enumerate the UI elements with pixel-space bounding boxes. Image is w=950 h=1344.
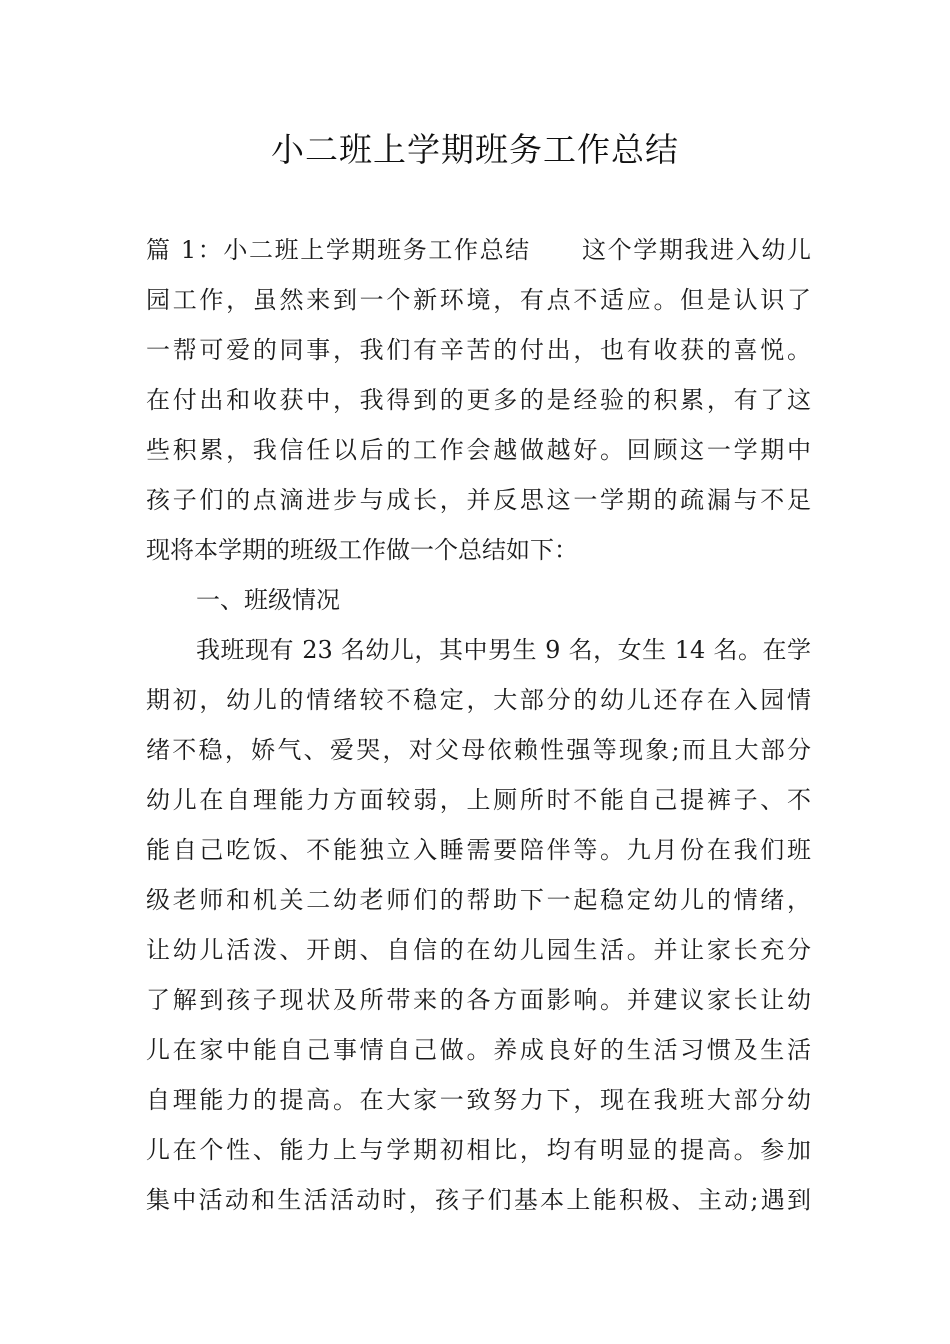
- document-body: [146, 225, 811, 1225]
- paragraph-line: 在付出和收获中，我得到的更多的是经验的积累，有了这: [146, 386, 811, 414]
- paragraph-line: 些积累，我信任以后的工作会越做越好。回顾这一学期中: [146, 436, 811, 464]
- paragraph-line: 孩子们的点滴进步与成长，并反思这一学期的疏漏与不足: [146, 486, 811, 514]
- paragraph-line: 级老师和机关二幼老师们的帮助下一起稳定幼儿的情绪，: [146, 886, 811, 914]
- paragraph-line: 集中活动和生活活动时，孩子们基本上能积极、主动;遇到: [146, 1186, 811, 1214]
- paragraph-line: 一、班级情况: [196, 586, 340, 614]
- paragraph-line: 了解到孩子现状及所带来的各方面影响。并建议家长让幼: [146, 986, 811, 1014]
- paragraph-line: 期初，幼儿的情绪较不稳定，大部分的幼儿还存在入园情: [146, 686, 811, 714]
- paragraph-line: 让幼儿活泼、开朗、自信的在幼儿园生活。并让家长充分: [146, 936, 811, 964]
- paragraph-line: 自理能力的提高。在大家一致努力下，现在我班大部分幼: [146, 1086, 811, 1114]
- paragraph-line: 儿在家中能自己事情自己做。养成良好的生活习惯及生活: [146, 1036, 811, 1064]
- paragraph-line: 篇 1：小二班上学期班务工作总结 这个学期我进入幼儿: [146, 236, 811, 264]
- paragraph-line: 园工作，虽然来到一个新环境，有点不适应。但是认识了: [146, 286, 811, 314]
- paragraph-line: 能自己吃饭、不能独立入睡需要陪伴等。九月份在我们班: [146, 836, 811, 864]
- paragraph-line: 我班现有 23 名幼儿，其中男生 9 名，女生 14 名。在学: [196, 636, 811, 664]
- document-title: 小二班上学期班务工作总结: [271, 130, 679, 169]
- paragraph-line: 幼儿在自理能力方面较弱，上厕所时不能自己提裤子、不: [146, 786, 811, 814]
- paragraph-line: 一帮可爱的同事，我们有辛苦的付出，也有收获的喜悦。: [146, 336, 811, 364]
- paragraph-line: 绪不稳，娇气、爱哭，对父母依赖性强等现象;而且大部分: [146, 736, 811, 764]
- paragraph-line: 现将本学期的班级工作做一个总结如下：: [146, 536, 578, 564]
- paragraph-line: 儿在个性、能力上与学期初相比，均有明显的提高。参加: [146, 1136, 811, 1164]
